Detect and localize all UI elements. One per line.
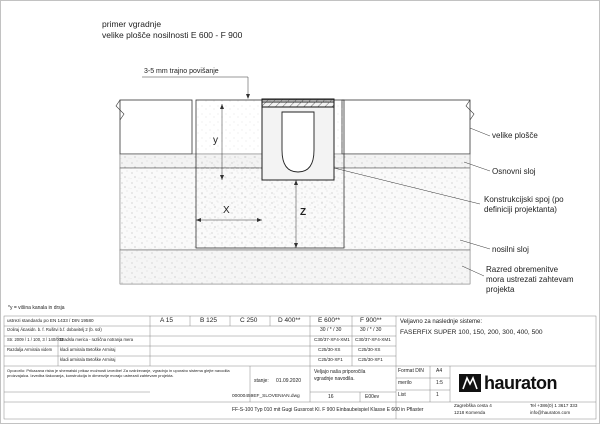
install-note-1: Veljajo naša priporočila <box>314 369 366 375</box>
row3-e: C30/37-XF4-XM1 <box>314 337 350 342</box>
row3-f: C30/37-XF4-XM1 <box>355 337 391 342</box>
class-a15: A 15 <box>160 317 174 324</box>
disclaimer-note: Opozorilo: Prikazana risba je shematski prikaz možnosti izvedbe! Za vzdrževanje, vgradnjo in uporabo sistema glejte navodila proizvajalca. Izvedba tlakovanja, konstrukcija in dimenzije morajo ustrezati zahtevam projekta. <box>7 368 230 378</box>
label-razred-1: Razred obremenitve <box>486 265 559 274</box>
format-label: Format DIN <box>398 368 424 374</box>
footnote: *y = višina kanala in drsja <box>8 305 65 311</box>
label-osnovni-sloj: Osnovni sloj <box>492 167 536 176</box>
row4-f: C25/30-XS <box>358 347 381 352</box>
paving-slab-left <box>120 100 192 154</box>
sheet-label: List <box>398 392 406 398</box>
row3-label: Str. 2009 / 1 / 100, 3 / 140/003 <box>7 337 64 342</box>
dwg-revision: E00ev <box>365 394 380 400</box>
header-line-2: velike plošče nosilnosti E 600 - F 900 <box>102 30 243 40</box>
drawing-title-line: FF-S-100 Typ 010 mit Gugi Gussrost Kl. F 900 Einbaubeispiel Klasse E 600 in Pflaster <box>232 407 424 413</box>
contact-phone: Tel +386(0) 1 3617 333 <box>530 403 578 408</box>
address-line-2: 1218 Komenda <box>454 410 486 415</box>
stamp-label: stanje: <box>254 378 269 384</box>
dimension-label: 3-5 mm trajno povišanje <box>144 68 219 75</box>
address-line-1: Zagrebška cesta 4 <box>454 403 492 408</box>
row2-label: Izoliraj Ä£asidn. b. f. Rušitvi b.f. dobavitelj 2 (b. sol) <box>7 327 102 332</box>
hauraton-logo-text: hauraton <box>484 373 558 393</box>
install-note-2: vgradnje navodila. <box>314 376 355 382</box>
scale-label: merilo <box>398 380 412 386</box>
row4-label: Razdalja Armirala videm <box>7 347 53 352</box>
scale-value: 1:5 <box>436 380 443 386</box>
row5-f: C25/30-XF1 <box>358 357 383 362</box>
standard-label: ustrezi standardu po EN 1433 / DIN 19580 <box>7 318 94 323</box>
dimension-x: X <box>223 205 230 216</box>
header-line-1: primer vgradnje <box>102 19 162 29</box>
class-d400: D 400** <box>278 317 301 324</box>
row2-f: 30 / * / 30 <box>360 327 382 333</box>
format-value: A4 <box>436 368 443 374</box>
dimension-y: y <box>213 135 218 146</box>
class-e600: E 600** <box>318 317 341 324</box>
sheet-value: 1 <box>436 392 439 398</box>
systems-list: FASERFIX SUPER 100, 150, 200, 300, 400, 500 <box>400 329 543 336</box>
class-c250: C 250 <box>240 317 258 324</box>
row5-mid: kladi armirala Betoške Armiraj <box>60 357 116 362</box>
label-spoj-1: Konstrukcijski spoj (po <box>484 195 564 204</box>
class-f900: F 900** <box>360 317 382 324</box>
hauraton-logo-mark <box>459 374 481 392</box>
stamp-date: 01.09.2020 <box>276 378 302 384</box>
row3-mid: Bradsla merica - različna notranja mera <box>60 337 134 342</box>
label-velike-plosce: velike plošče <box>492 131 538 140</box>
dimension-z: Z <box>300 207 307 218</box>
dwg-name: 00000459EF_SLOVENIAN.dwg <box>232 394 300 399</box>
dwg-number: 16 <box>328 394 334 400</box>
paving-slab-right <box>342 100 470 154</box>
row4-e: C25/30-XS <box>318 347 341 352</box>
label-spoj-2: definiciji projektanta) <box>484 205 557 214</box>
systems-heading: Veljavno za naslednje sisteme: <box>400 319 483 325</box>
label-nosilni-sloj: nosilni sloj <box>492 245 529 254</box>
label-razred-2: mora ustrezati zahtevam <box>486 275 574 284</box>
contact-email: info@hauraton.com <box>530 410 571 415</box>
row2-e: 30 / * / 30 <box>320 327 342 333</box>
row4-mid: kladi armirala Betoške Armiraj <box>60 347 116 352</box>
label-razred-3: projekta <box>486 285 515 294</box>
grating <box>262 99 334 107</box>
row5-e: C25/30-XF1 <box>318 357 343 362</box>
class-b125: B 125 <box>200 317 217 324</box>
